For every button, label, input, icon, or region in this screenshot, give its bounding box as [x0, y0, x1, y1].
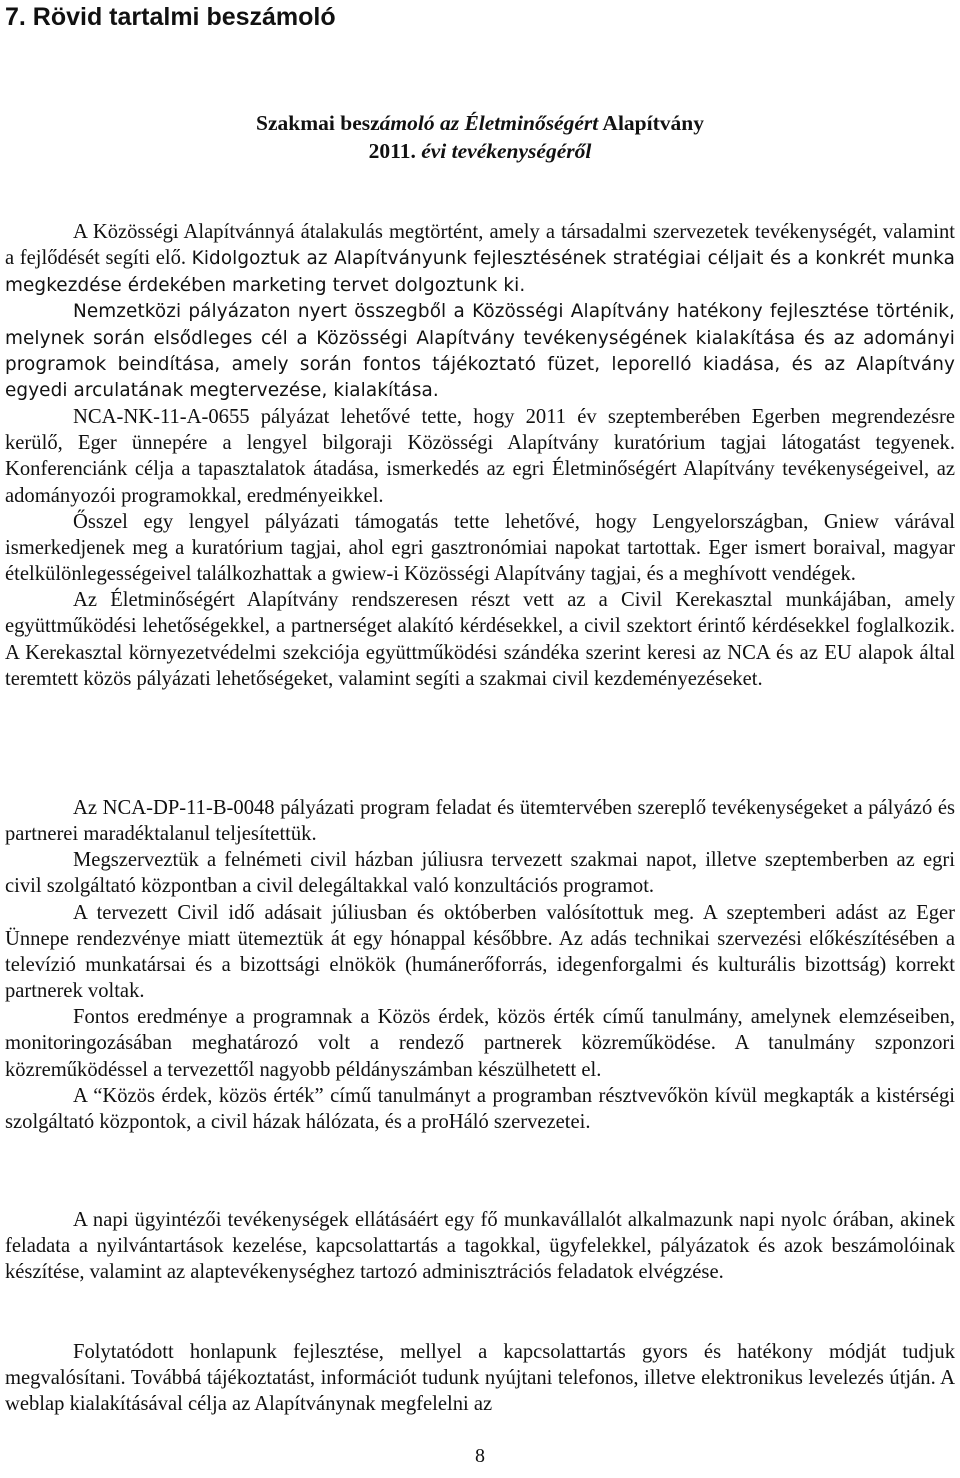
report-title-line2	[0, 137, 960, 165]
paragraph-1-text-a: A Közösségi Alapítvánnyá átalakulás megtörtént, amely a társadalmi szervezetek tevékenységét, valamint a fejlődését segíti elő.	[5, 221, 955, 270]
body-block-4	[5, 1339, 955, 1417]
paragraph-4: Ősszel egy lengyel pályázati támogatás tette lehetővé, hogy Lengyelországban, Gniew várával ismerkedjenek meg a kuratórium tagjai, ahol egri gasztronómiai napokat tartottak. Eger ismert boraival, magyar ételkülönlegességeivel találkozhattak a gwiew-i Közösségi Alapítvány tagjai, és a meghívott vendégek.	[5, 510, 955, 586]
paragraph-8: A tervezett Civil idő adásait júliusban és októberben valósítottuk meg. A szeptemberi adást az Eger Ünnepe rendezvénye miatt ütemeztük át egy hónappal későbbre. Az adás technikai szervezési előkészítésében a televízió munkatársai és a bizottsági elnökök (humánerőforrás, idegenforgalmi és kulturális bizottság) korrekt partnerek voltak.	[5, 901, 955, 1003]
section-title: 7. Rövid tartalmi beszámoló	[5, 3, 336, 31]
paragraph-7: Megszerveztük a felnémeti civil házban júliusra tervezett szakmai napot, illetve szeptemberben az egri civil szolgáltató központban a civil delegáltakkal való konzultációs programot.	[5, 849, 955, 898]
body-block-2	[5, 795, 955, 1135]
paragraph-5: Az Életminőségért Alapítvány rendszeresen részt vett az a Civil Kerekasztal munkájában, amely együttműködési lehetőségekkel, a partnerséget alakító kérdésekkel, a civil szektort érintő kérdésekkel foglalkozik. A Kerekasztal környezetvédelmi szekciója együttműködési szándéka szerint keresi az NCA és az EU alapok által teremtett közös pályázati lehetőségeket, valamint segíti a szakmai civil kezdeményezéseket.	[5, 589, 955, 690]
report-title-line1	[0, 109, 960, 137]
paragraph-2: Nemzetközi pályázaton nyert összegből a Közösségi Alapítvány hatékony fejlesztése történik, melynek során elsődleges cél a Közösségi Alapítvány tevékenységének kialakítása és az adományi programok beindítása, amely során fontos tájékoztató füzet, leporelló kiadása, és az Alapítvány egyedi arculatának megtervezése, kialakítása.	[5, 301, 955, 401]
paragraph-12: Folytatódott honlapunk fejlesztése, mellyel a kapcsolattartás gyors és hatékony módját tudjuk megvalósítani. Továbbá tájékoztatást, információt tudunk nyújtani telefonos, illetve elektronikus levelezés útján. A weblap kialakításával célja az Alapítványnak megfelelni az	[5, 1341, 955, 1416]
paragraph-11: A napi ügyintézői tevékenységek ellátásáért egy fő munkavállalót alkalmazunk napi nyolc órában, akinek feladata a nyilvántartások kezelése, kapcsolattartás a tagokkal, ügyfelekkel, pályázatok és azok beszámolóinak készítése, valamint az alaptevékenységhez tartozó adminisztrációs feladatok elvégzése.	[5, 1209, 955, 1284]
report-title-subtitle: évi tevékenységéről	[421, 139, 592, 163]
paragraph-9: Fontos eredménye a programnak a Közös érdek, közös érték című tanulmány, amelynek elemzéseiben, monitoringozásában meghatározó volt a rendező partnerek közreműködése. A tanulmány szponzori közreműködéssel a tervezettől nagyobb példányszámban készülhetett el.	[5, 1006, 955, 1081]
report-title-part-b: ámoló az Életminőségért	[379, 111, 599, 135]
paragraph-10: A “Közös érdek, közös érték” című tanulmányt a programban résztvevőkön kívül megkapták a kistérségi szolgáltató központok, a civil házak hálózata, és a proHáló szervezetei.	[5, 1084, 955, 1133]
page-number: 8	[475, 1445, 485, 1467]
paragraph-1	[5, 219, 955, 299]
body-block-1	[5, 219, 955, 692]
paragraph-3-text-a: NCA-NK-11-A-0655 pályázat lehetővé tette, hogy 2011 év szeptemberében Egerben megrendezésre kerülő, Eger ünnepére a lengyel bilgoraji Közösségi Alapítvány kuratórium tagjai látogatást tegyenek.	[5, 406, 955, 455]
report-title-part-c: Alapítvány	[598, 111, 704, 135]
report-title-part-a: Szakmai besz	[256, 111, 380, 135]
body-block-3	[5, 1207, 955, 1285]
paragraph-1-text-b: Kidolgoztuk az Alapítványunk fejlesztésének stratégiai céljait és a konkrét munka megkezdése érdekében marketing tervet dolgoztunk ki.	[5, 248, 955, 297]
paragraph-3	[5, 404, 955, 509]
report-title-year: 2011.	[368, 139, 422, 163]
paragraph-6: Az NCA-DP-11-B-0048 pályázati program feladat és ütemtervében szereplő tevékenységeket a pályázó és partnerei maradéktalanul teljesítettük.	[5, 797, 955, 846]
paragraph-3-text-b: Konferenciánk célja a tapasztalatok átadása, ismerkedés az egri Életminőségért Alapítvány tevékenységeivel, az adományozói programokkal, eredményeikkel.	[5, 458, 955, 507]
